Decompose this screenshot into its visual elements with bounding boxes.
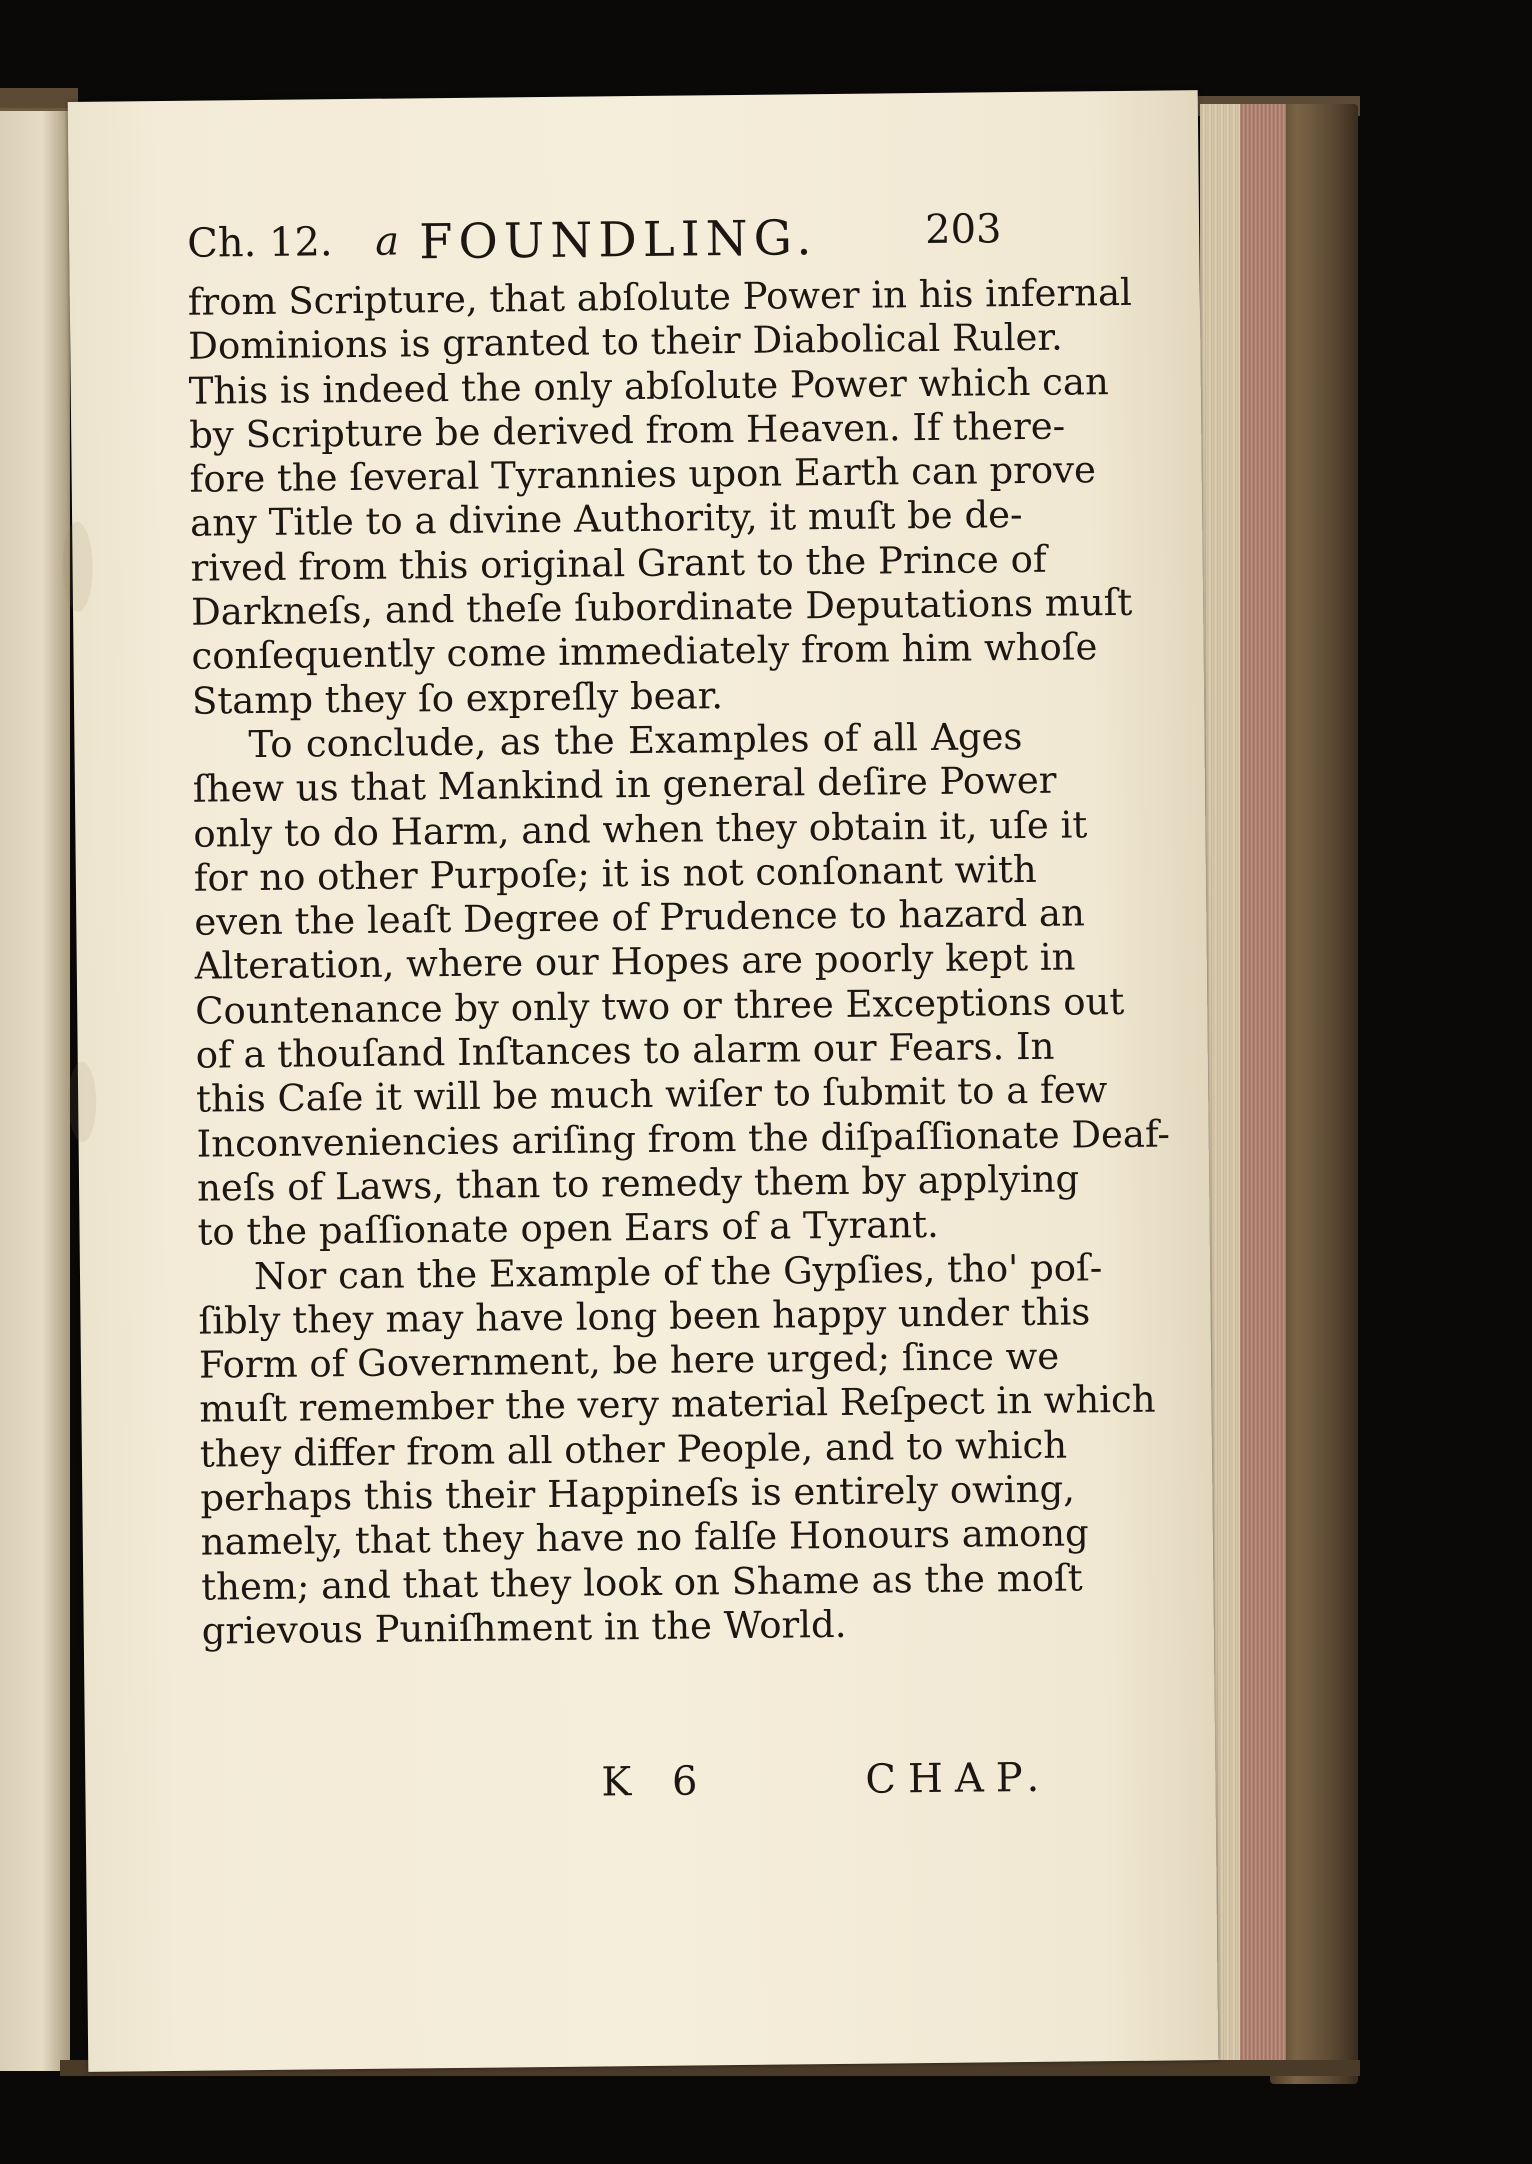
text-line: ſhew us that Mankind in general deſire Power <box>192 758 1057 811</box>
text-line: by Scripture be derived from Heaven. If there- <box>188 404 1066 457</box>
page-number: 203 <box>924 206 1002 253</box>
facing-page-sliver <box>0 108 70 2071</box>
paragraph-1 <box>187 270 1133 724</box>
foxing-stain <box>68 1062 97 1142</box>
page-footer <box>203 1754 1052 1834</box>
text-line: Countenance by only two or three Exceptions out <box>195 979 1125 1033</box>
text-line: fore the ſeveral Tyrannies upon Earth can prove <box>189 448 1097 501</box>
text-line: namely, that they have no falſe Honours among <box>200 1511 1089 1564</box>
running-title: FOUNDLING. <box>418 210 818 271</box>
page-edges-red <box>1240 104 1286 2070</box>
running-head <box>187 172 1018 281</box>
text-line: they differ from all other People, and to which <box>199 1423 1068 1476</box>
text-line: perhaps this their Happineſs is entirely owing, <box>200 1467 1076 1520</box>
text-line: Form of Government, be here urged; ſince we <box>198 1334 1060 1387</box>
text-line: them; and that they look on Shame as the moſt <box>201 1556 1083 1609</box>
text-line: for no other Purpoſe; it is not conſonant with <box>193 847 1037 900</box>
text-line: from Scripture, that abſolute Power in his infernal <box>187 270 1133 324</box>
text-line: Alteration, where our Hopes are poorly kept in <box>194 935 1076 989</box>
catchword: CHAP. <box>865 1754 1052 1803</box>
text-line: conſequently come immediately from him whoſe <box>191 625 1098 679</box>
text-line: This is indeed the only abſolute Power which can <box>188 359 1110 413</box>
book-page <box>68 90 1219 2072</box>
text-line: this Caſe it will be much wiſer to ſubmit to a few <box>195 1068 1108 1122</box>
text-line: ſibly they may have long been happy under this <box>198 1290 1091 1343</box>
title-article: a <box>374 218 400 265</box>
text-line: any Title to a divine Authority, it muſt be de- <box>189 493 1023 546</box>
paragraph-3 <box>198 1245 1156 1654</box>
text-line: rived from this original Grant to the Prince of <box>190 537 1047 590</box>
page-text <box>186 172 1171 1834</box>
text-line: only to do Harm, and when they obtain it, uſe it <box>193 802 1088 856</box>
text-line: Dominions is granted to their Diabolical Ruler. <box>188 315 1064 369</box>
chapter-label: Ch. 12. <box>186 219 333 267</box>
text-line: even the leaſt Degree of Prudence to hazard an <box>194 891 1086 944</box>
text-line: muſt remember the very material Reſpect in which <box>199 1378 1156 1432</box>
text-line: Stamp they ſo expreſly bear. <box>191 673 724 723</box>
text-line: to the paſſionate open Ears of a Tyrant. <box>197 1203 939 1254</box>
text-line: of a thouſand Inſtances to alarm our Fears. In <box>195 1024 1055 1077</box>
signature-mark: K 6 <box>601 1758 712 1806</box>
text-line: neſs of Laws, than to remedy them by applying <box>196 1157 1080 1210</box>
text-line: Nor can the Example of the Gypſies, tho' poſ- <box>253 1245 1103 1298</box>
text-line: Darkneſs, and theſe ſubordinate Deputations muſt <box>190 580 1133 634</box>
text-line: Inconveniencies ariſing from the diſpaſſionate Deaf- <box>196 1112 1171 1166</box>
foxing-stain <box>62 522 93 612</box>
paragraph-2 <box>192 714 1171 1255</box>
text-line: To conclude, as the Examples of all Ages <box>248 714 1023 767</box>
text-line: grievous Puniſhment in the World. <box>201 1602 847 1653</box>
